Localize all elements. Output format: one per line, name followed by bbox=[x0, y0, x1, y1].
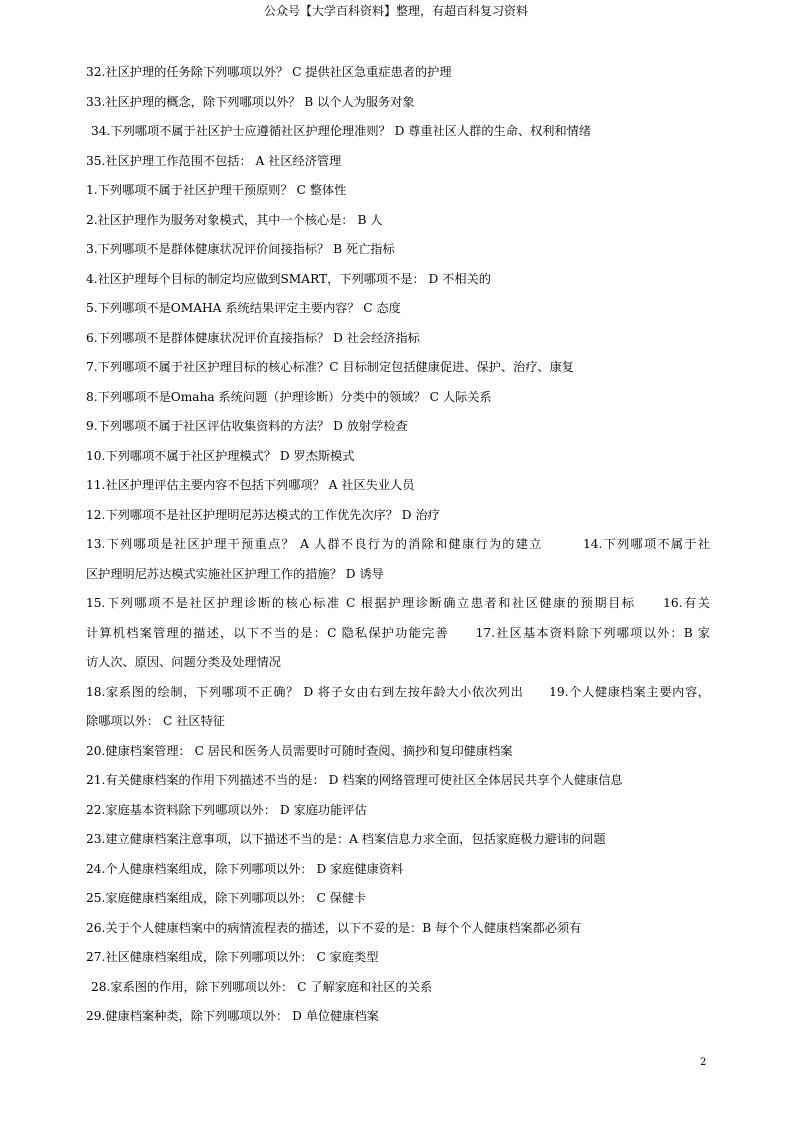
question-line: 26.关于个人健康档案中的病情流程表的描述，以下不妥的是：B 每个个人健康档案都必须有 bbox=[86, 920, 582, 935]
question-line: 除哪项以外： C 社区特征 bbox=[86, 714, 225, 728]
question-line: 13.下列哪项是社区护理干预重点？ A 人群不良行为的消除和健康行为的建立 14.下列哪项不属于社 bbox=[86, 537, 710, 551]
question-line: 35.社区护理工作范围不包括： A 社区经济管理 bbox=[86, 153, 342, 168]
question-line: 34.下列哪项不属于社区护士应遵循社区护理伦理准则？ D 尊重社区人群的生命、权利和情绪 bbox=[91, 124, 592, 138]
question-line: 10.下列哪项不属于社区护理模式？ D 罗杰斯模式 bbox=[86, 448, 355, 463]
question-line: 8.下列哪项不是Omaha 系统问题（护理诊断）分类中的领域？ C 人际关系 bbox=[86, 389, 492, 404]
question-line: 27.社区健康档案组成，除下列哪项以外： C 家庭类型 bbox=[86, 950, 379, 964]
question-line: 28.家系图的作用，除下列哪项以外： C 了解家庭和社区的关系 bbox=[91, 979, 433, 994]
question-line: 5.下列哪项不是OMAHA 系统结果评定主要内容？ C 态度 bbox=[86, 301, 401, 315]
question-line: 9.下列哪项不属于社区评估收集资料的方法？ D 放射学检查 bbox=[86, 419, 408, 433]
question-line: 23.建立健康档案注意事项，以下描述不当的是：A 档案信息力求全面，包括家庭极力避讳的问题 bbox=[86, 832, 606, 846]
question-line: 11.社区护理评估主要内容不包括下列哪项？ A 社区失业人员 bbox=[86, 478, 415, 492]
question-line: 访人次、原因、问题分类及处理情况 bbox=[86, 655, 281, 669]
question-line: 12.下列哪项不是社区护理明尼苏达模式的工作优先次序？ D 治疗 bbox=[86, 507, 440, 522]
page-header: 公众号【大学百科资料】整理，有超百科复习资料 bbox=[263, 4, 528, 18]
question-line: 29.健康档案种类，除下列哪项以外： D 单位健康档案 bbox=[86, 1009, 379, 1023]
question-line: 区护理明尼苏达模式实施社区护理工作的措施？ D 诱导 bbox=[86, 566, 384, 581]
question-line: 20.健康档案管理： C 居民和医务人员需要时可随时查阅、摘抄和复印健康档案 bbox=[86, 743, 513, 758]
question-line: 2.社区护理作为服务对象模式，其中一个核心是： B 人 bbox=[86, 212, 383, 227]
question-line: 1.下列哪项不属于社区护理干预原则？ C 整体性 bbox=[86, 183, 347, 197]
question-line: 21.有关健康档案的作用下列描述不当的是： D 档案的网络管理可使社区全体居民共享个人健康信息 bbox=[86, 773, 623, 787]
question-line: 3.下列哪项不是群体健康状况评价间接指标？ B 死亡指标 bbox=[86, 242, 395, 256]
page-number: 2 bbox=[700, 1057, 707, 1068]
question-line: 4.社区护理每个目标的制定均应做到SMART，下列哪项不是： D 不相关的 bbox=[86, 271, 491, 286]
question-line: 33.社区护理的概念，除下列哪项以外？ B 以个人为服务对象 bbox=[86, 94, 415, 109]
question-line: 18.家系图的绘制，下列哪项不正确？ D 将子女由右到左按年龄大小依次列出 19.个人健康档案主要内容， bbox=[86, 684, 710, 699]
question-line: 15.下列哪项不是社区护理诊断的核心标准 C 根据护理诊断确立患者和社区健康的预期目标 16.有关 bbox=[86, 596, 710, 610]
question-line: 6.下列哪项不是群体健康状况评价直接指标？ D 社会经济指标 bbox=[86, 330, 420, 345]
question-line: 32.社区护理的任务除下列哪项以外？ C 提供社区急重症患者的护理 bbox=[86, 65, 452, 79]
question-line: 7.下列哪项不属于社区护理目标的核心标准？C 目标制定包括健康促进、保护、治疗、康复 bbox=[86, 360, 574, 374]
question-line: 22.家庭基本资料除下列哪项以外： D 家庭功能评估 bbox=[86, 802, 367, 817]
question-line: 计算机档案管理的描述，以下不当的是：C 隐私保护功能完善 17.社区基本资料除下列哪项以外：B 家 bbox=[86, 625, 710, 640]
document-body bbox=[86, 58, 710, 1032]
question-line: 25.家庭健康档案组成，除下列哪项以外： C 保健卡 bbox=[86, 891, 367, 905]
question-line: 24.个人健康档案组成，除下列哪项以外： D 家庭健康资料 bbox=[86, 861, 404, 876]
